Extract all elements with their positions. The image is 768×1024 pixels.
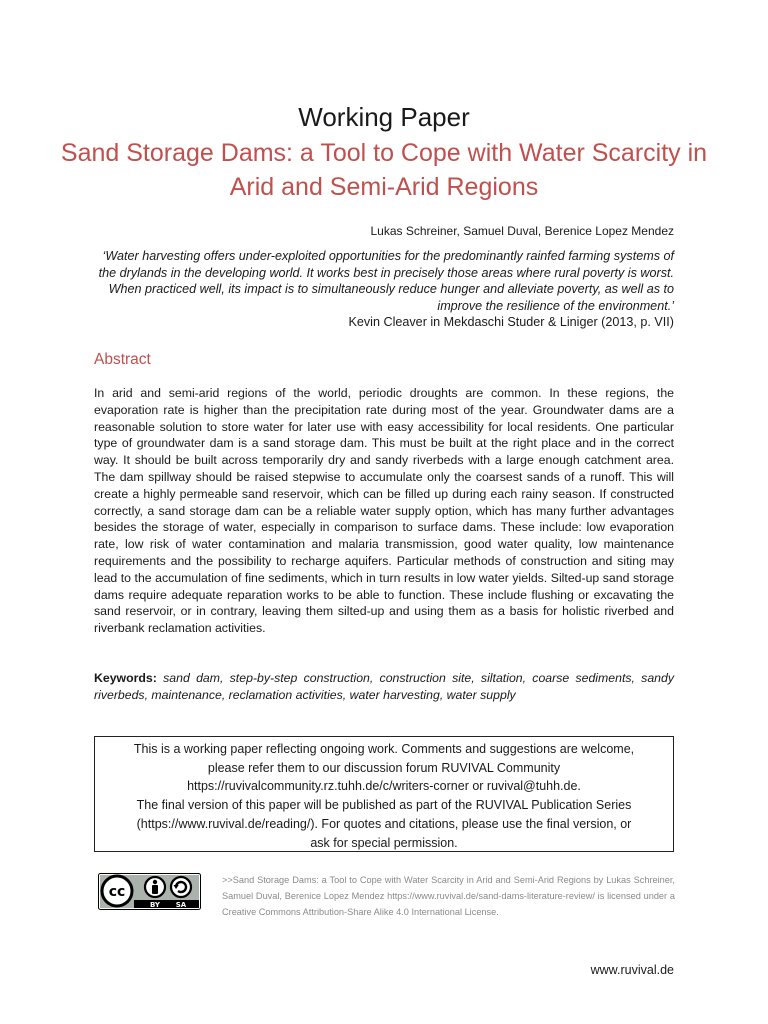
notice-line-4: The final version of this paper will be published as part of the RUVIVAL Publication Series (136, 798, 632, 813)
cc-by-sa-badge-icon (98, 873, 201, 910)
abstract-body: In arid and semi-arid regions of the world, periodic droughts are common. In these regions, the evaporation rate is higher than the precipitation rate during most of the year. Groundwater dams are a reasonable solution to store water for later use with easy accessibility for local residents. One particular type of groundwater dam is a sand storage dam. This must be built at the right place and in the correct way. It should be built across temporarily dry and sandy riverbeds with a large enough catchment area. The dam spillway should be raised stepwise to accumulate only the coarsest sands of a runoff. This will create a highly permeable sand reservoir, which can be filled up during each rainy season. If constructed correctly, a sand storage dam can be a reliable water supply option, which has many further advantages besides the storage of water, especially in comparison to surface dams. These include: low evaporation rate, low risk of water contamination and malaria transmission, good water quality, low maintenance requirements and the possibility to recharge aquifers. Particular methods of construction and siting may lead to the accumulation of fine sediments, which in turn results in low water yields. Silted-up sand storage dams require adequate reparation works to be able to function. These include flushing or excavating the sand reservoir, or in contrary, leaving them silted-up and using them as a basis for holistic riverbed and riverbank reclamation activities. (94, 386, 674, 636)
keywords-label: Keywords: (94, 671, 157, 685)
abstract-heading: Abstract (94, 351, 151, 368)
notice-line-6: ask for special permission. (310, 835, 458, 850)
footer-url[interactable]: www.ruvival.de (590, 963, 674, 977)
epigraph-attribution: Kevin Cleaver in Mekdaschi Studer & Liniger (2013, p. VII) (348, 315, 674, 329)
license-text: >>Sand Storage Dams: a Tool to Cope with Water Scarcity in Arid and Semi-Arid Regions by Lukas Schreiner, Samuel Duval, Berenice Lopez Mendez https://www.ruvival.de/sand-dams-literature-review/ is licensed under a Creative Commons Attribution-Share Alike 4.0 International License. (222, 875, 675, 917)
share-alike-icon (171, 877, 191, 897)
notice-line-5: (https://www.ruvival.de/reading/). For quotes and citations, please use the final version, or (136, 816, 632, 831)
paper-kicker: Working Paper (298, 102, 470, 132)
notice-line-3: https://ruvivalcommunity.rz.tuhh.de/c/writers-corner or ruvival@tuhh.de. (187, 779, 581, 794)
working-paper-notice (94, 736, 674, 852)
epigraph-text: ‘Water harvesting offers under-exploited opportunities for the predominantly rainfed farming systems of the drylands in the developing world. It works best in precisely those areas where rural poverty is worst. When practiced well, its impact is to simultaneously reduce hunger and alleviate poverty, as well as to improve the resilience of the environment.’ (98, 249, 674, 313)
paper-title (60, 136, 708, 204)
sa-badge-text: SA (175, 901, 187, 909)
keywords (94, 670, 674, 704)
notice-line-1: This is a working paper reflecting ongoing work. Comments and suggestions are welcome, (133, 742, 635, 756)
title-block (60, 98, 708, 204)
notice-line-2: please refer them to our discussion forum RUVIVAL Community (207, 760, 561, 775)
keywords-list: sand dam, step-by-step construction, construction site, siltation, coarse sediments, sandy riverbeds, maintenance, reclamation activities, water harvesting, water supply (94, 671, 674, 702)
paper-title-line-1: Sand Storage Dams: a Tool to Cope with Water Scarcity in (60, 139, 708, 167)
authors: Lukas Schreiner, Samuel Duval, Berenice Lopez Mendez (370, 224, 674, 238)
by-badge-text: BY (149, 901, 161, 909)
paper-title-line-2: Arid and Semi-Arid Regions (229, 173, 539, 201)
cc-badge-text: cc (108, 884, 126, 900)
epigraph (94, 248, 674, 331)
